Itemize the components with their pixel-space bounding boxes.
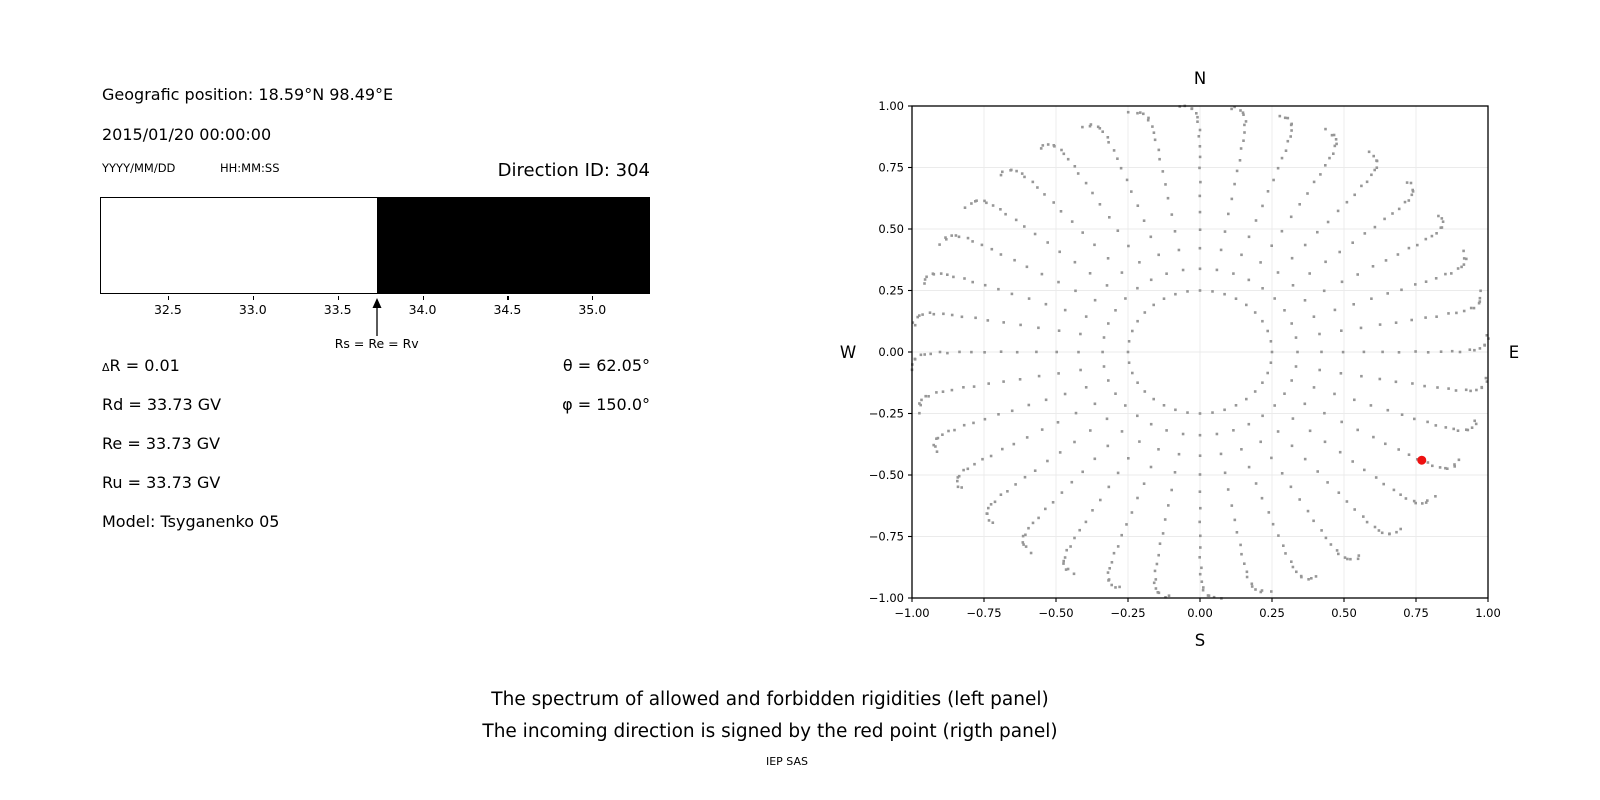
delta-symbol: Δ bbox=[102, 361, 110, 374]
compass-label-s: S bbox=[1194, 631, 1206, 650]
plot-axes bbox=[869, 99, 1501, 620]
bar-tick-label: 34.0 bbox=[408, 302, 437, 317]
compass-label-e: E bbox=[1508, 343, 1520, 362]
x-tick-label: −0.25 bbox=[1110, 606, 1146, 620]
incoming-direction-plot bbox=[830, 50, 1540, 670]
bar-tick-label: 32.5 bbox=[153, 302, 182, 317]
caption-line-1: The spectrum of allowed and forbidden rigidities (left panel) bbox=[491, 689, 1049, 710]
y-tick-label: −0.50 bbox=[868, 468, 904, 482]
x-tick-label: −0.75 bbox=[966, 606, 1002, 620]
caption-line-2: The incoming direction is signed by the red point (rigth panel) bbox=[482, 721, 1058, 742]
compass-label-n: N bbox=[1193, 69, 1207, 88]
grid-lines bbox=[912, 106, 1488, 598]
param-rd: Rd = 33.73 GV bbox=[102, 395, 222, 414]
bar-tick-mark bbox=[168, 296, 169, 300]
bar-tick-label: 33.0 bbox=[238, 302, 267, 317]
x-tick-label: −0.50 bbox=[1038, 606, 1074, 620]
figure-caption bbox=[70, 684, 1470, 768]
y-tick-label: 1.00 bbox=[878, 99, 904, 113]
time-format-hint: HH:MM:SS bbox=[220, 161, 280, 175]
bar-tick-mark bbox=[423, 296, 424, 300]
y-tick-label: 0.25 bbox=[878, 283, 904, 298]
x-tick-label: 0.00 bbox=[1187, 606, 1213, 620]
bar-tick-mark bbox=[253, 296, 254, 300]
param-re: Re = 33.73 GV bbox=[102, 434, 221, 453]
bar-tick-mark bbox=[507, 296, 508, 300]
param-delta-r bbox=[102, 356, 180, 375]
param-theta: θ = 62.05° bbox=[562, 356, 650, 375]
rigidity-region-forbidden bbox=[377, 198, 649, 293]
bar-tick-label: 35.0 bbox=[578, 302, 607, 317]
boundary-arrow-icon bbox=[370, 298, 384, 336]
x-tick-label: 0.25 bbox=[1259, 606, 1285, 620]
boundary-annotation: Rs = Re = Rv bbox=[334, 336, 419, 351]
delta-value: R = 0.01 bbox=[109, 356, 180, 375]
credit-label: IEP SAS bbox=[765, 755, 809, 768]
bar-tick-mark bbox=[338, 296, 339, 300]
direction-id-label: Direction ID: 304 bbox=[497, 160, 650, 181]
x-tick-label: 0.50 bbox=[1331, 606, 1357, 620]
y-tick-label: −0.25 bbox=[868, 406, 904, 421]
x-tick-label: 0.75 bbox=[1403, 606, 1429, 620]
x-tick-label: −1.00 bbox=[894, 606, 930, 620]
incoming-direction-red-point bbox=[1417, 456, 1426, 465]
bar-tick-label: 33.5 bbox=[323, 302, 352, 317]
rigidity-spectrum-bar bbox=[100, 197, 650, 294]
compass-label-w: W bbox=[839, 343, 857, 362]
bar-tick-label: 34.5 bbox=[493, 302, 522, 317]
param-model: Model: Tsyganenko 05 bbox=[102, 512, 280, 531]
y-tick-label: 0.00 bbox=[878, 345, 904, 359]
x-tick-label: 1.00 bbox=[1475, 606, 1501, 620]
y-tick-label: 0.75 bbox=[878, 160, 904, 175]
bar-tick-mark bbox=[592, 296, 593, 300]
datetime-label: 2015/01/20 00:00:00 bbox=[102, 125, 272, 144]
y-tick-label: 0.50 bbox=[878, 222, 904, 236]
y-tick-label: −0.75 bbox=[868, 529, 904, 544]
y-tick-label: −1.00 bbox=[868, 591, 904, 605]
param-ru: Ru = 33.73 GV bbox=[102, 473, 221, 492]
datetime-format-hints bbox=[102, 161, 280, 175]
date-format-hint: YYYY/MM/DD bbox=[102, 161, 176, 175]
param-phi: φ = 150.0° bbox=[562, 395, 650, 414]
geographic-position-label: Geografic position: 18.59°N 98.49°E bbox=[102, 85, 394, 104]
rigidity-region-allowed bbox=[101, 198, 377, 293]
